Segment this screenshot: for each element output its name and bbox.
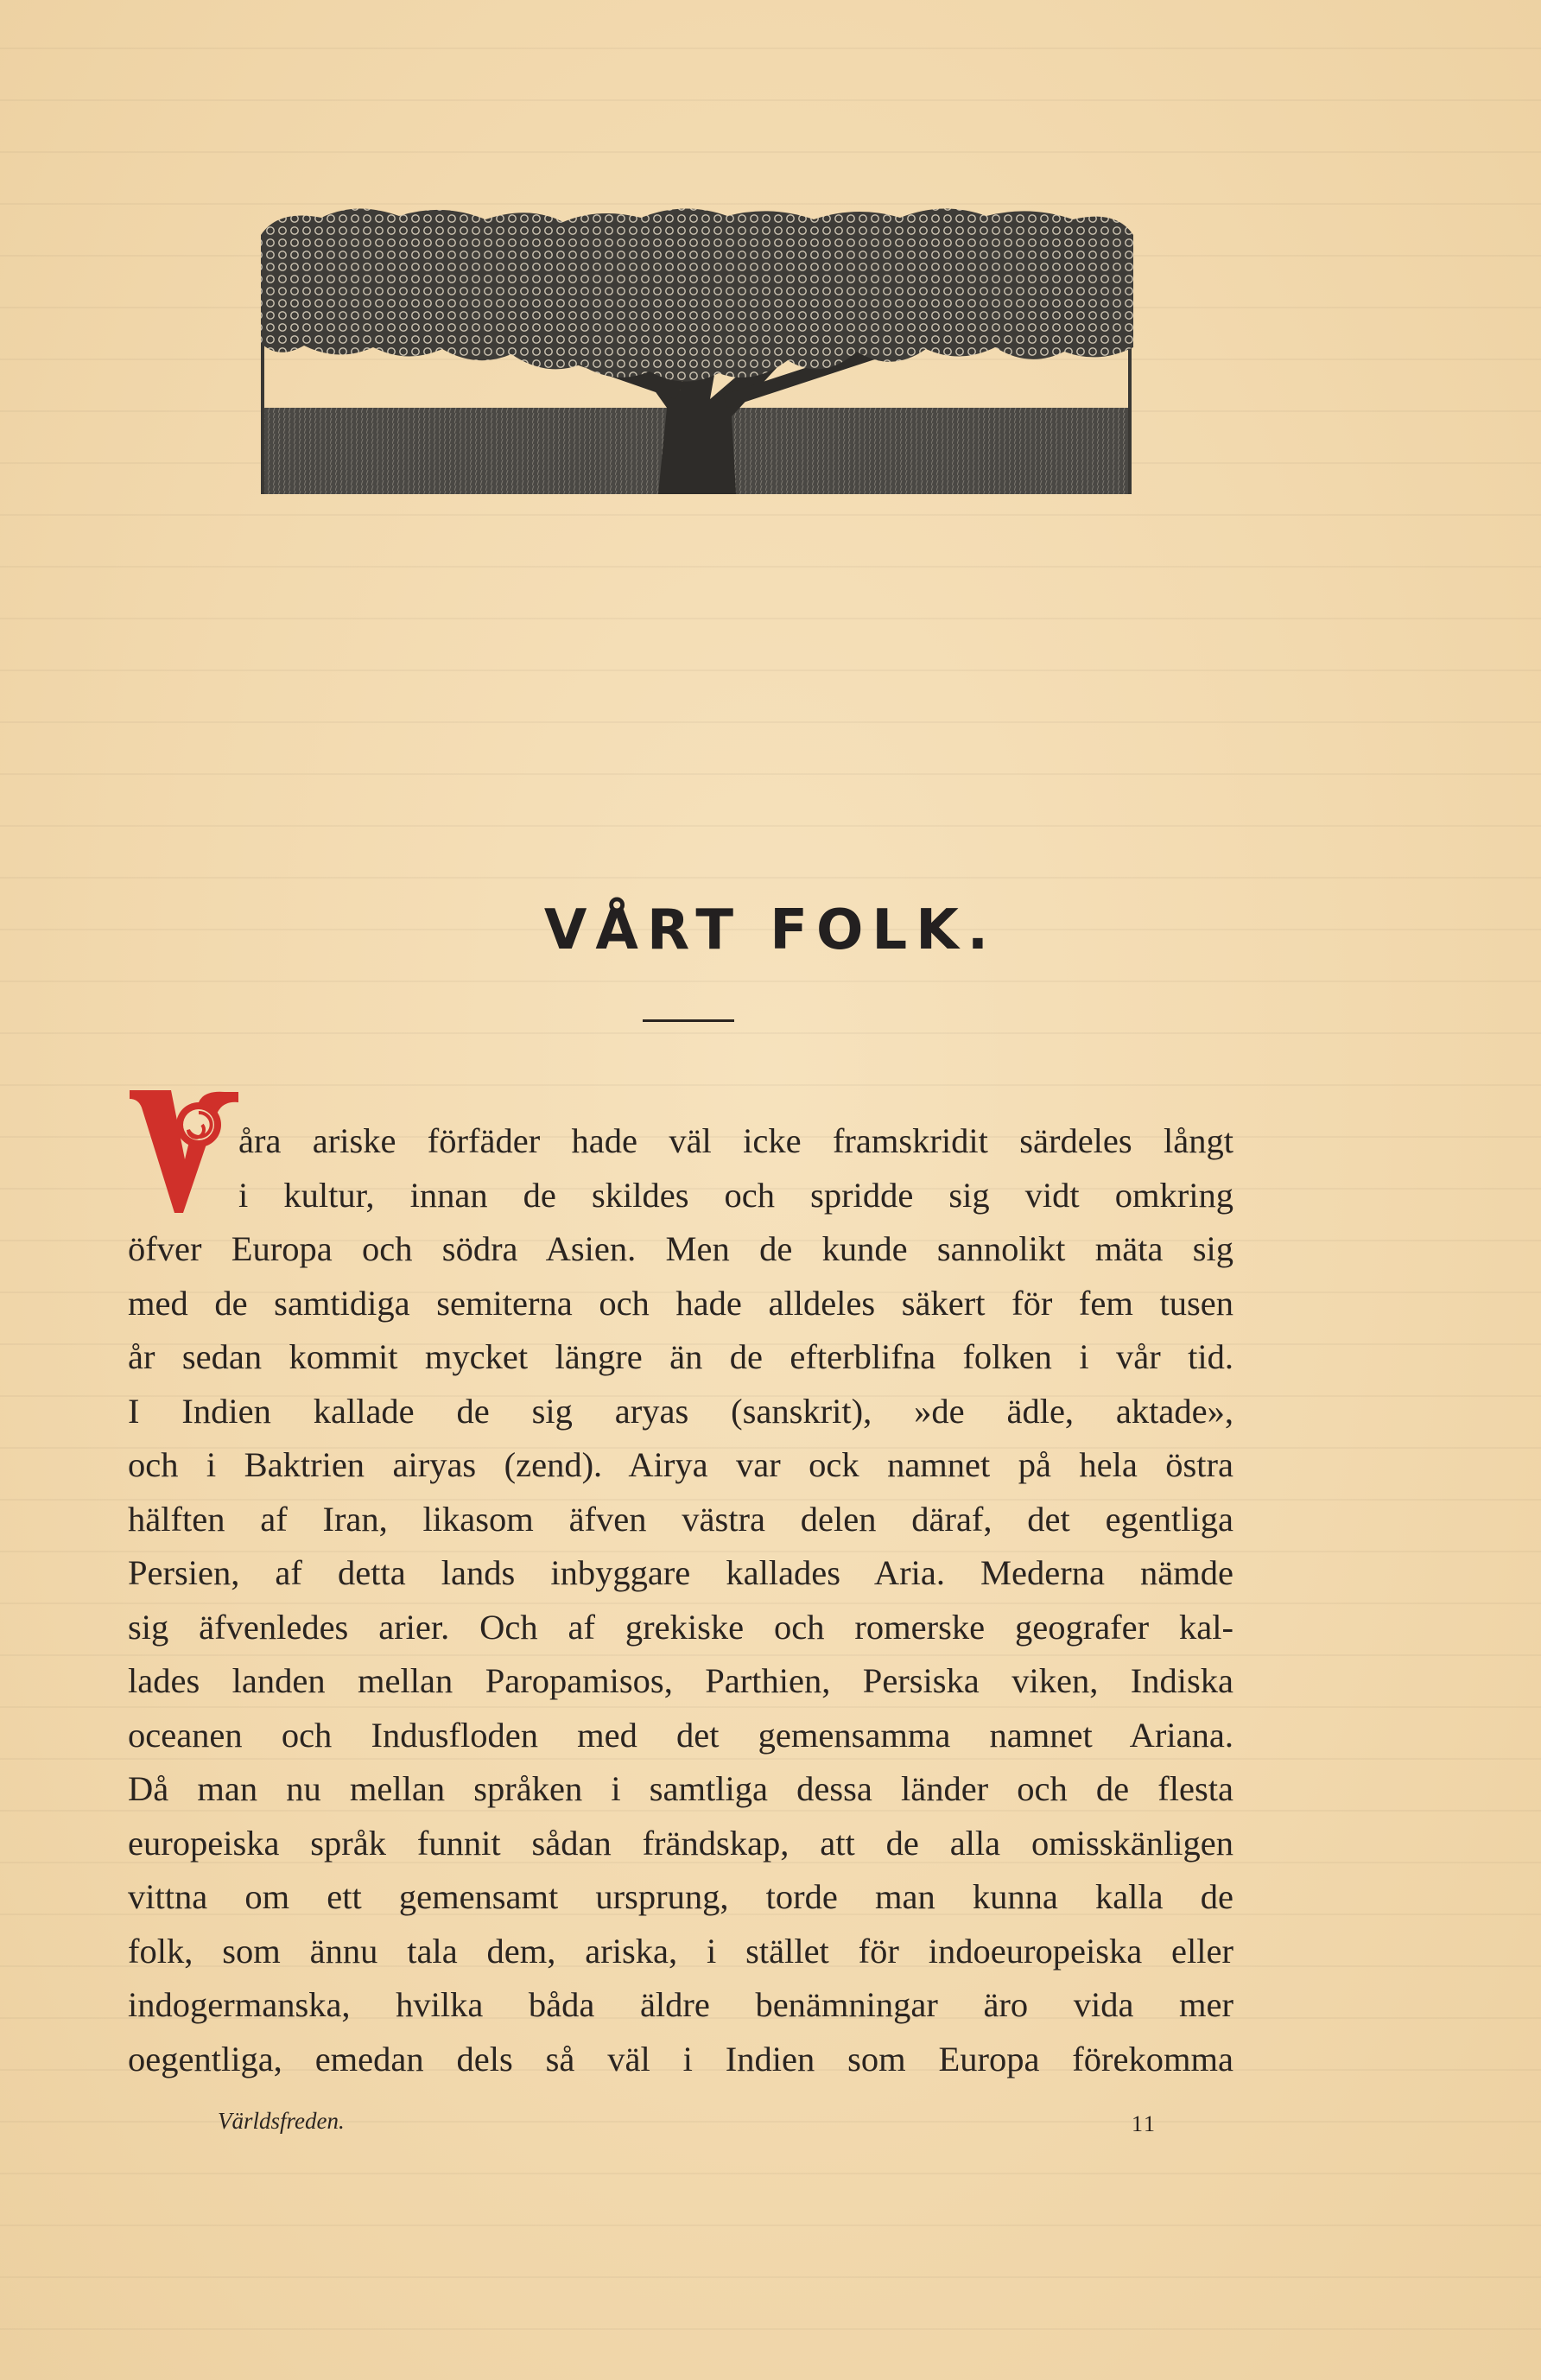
title-divider	[643, 1019, 734, 1022]
text-line: vittna om ett gemensamt ursprung, torde man kunna kalla de	[128, 1877, 1233, 1916]
text-line: oceanen och Indusfloden med det gemensamma namnet Ariana.	[128, 1715, 1233, 1755]
text-line: åra ariske förfäder hade väl icke framskridit särdeles långt	[238, 1121, 1233, 1160]
text-line: folk, som ännu tala dem, ariska, i stället för indoeuropeiska eller	[128, 1931, 1233, 1971]
page-number: 11	[1132, 2111, 1157, 2136]
text-line: lades landen mellan Paropamisos, Parthien, Persiska viken, Indiska	[128, 1661, 1233, 1700]
text-line: Då man nu mellan språken i samtliga dessa länder och de flesta	[128, 1769, 1233, 1808]
text-line: och i Baktrien airyas (zend). Airya var ock namnet på hela östra	[128, 1445, 1233, 1484]
text-line: öfver Europa och södra Asien. Men de kunde sannolikt mäta sig	[128, 1229, 1233, 1268]
text-line: sig äfvenledes arier. Och af grekiske och romerske geografer kal-	[128, 1607, 1233, 1647]
text-line: Persien, af detta lands inbyggare kallades Aria. Mederna nämde	[128, 1553, 1233, 1592]
body-text	[128, 1114, 1233, 2086]
text-line: i kultur, innan de skildes och spridde sig vidt omkring	[238, 1175, 1233, 1215]
tree-vignette	[252, 200, 1140, 499]
text-line: indogermanska, hvilka båda äldre benämningar äro vida mer	[128, 1985, 1233, 2024]
chapter-title: VÅRT FOLK.	[543, 898, 998, 962]
text-line: med de samtidiga semiterna och hade alldeles säkert för fem tusen	[128, 1283, 1233, 1323]
text-line: europeiska språk funnit sådan frändskap, att de alla omisskänligen	[128, 1823, 1233, 1863]
text-line: hälften af Iran, likasom äfven västra delen däraf, det egentliga	[128, 1499, 1233, 1539]
text-line: oegentliga, emedan dels så väl i Indien som Europa förekomma	[128, 2039, 1233, 2079]
footer-signature: Världsfreden.	[218, 2108, 345, 2134]
text-line: I Indien kallade de sig aryas (sanskrit), »de ädle, aktade»,	[128, 1391, 1233, 1431]
text-line: år sedan kommit mycket längre än de efterblifna folken i vår tid.	[128, 1337, 1233, 1376]
